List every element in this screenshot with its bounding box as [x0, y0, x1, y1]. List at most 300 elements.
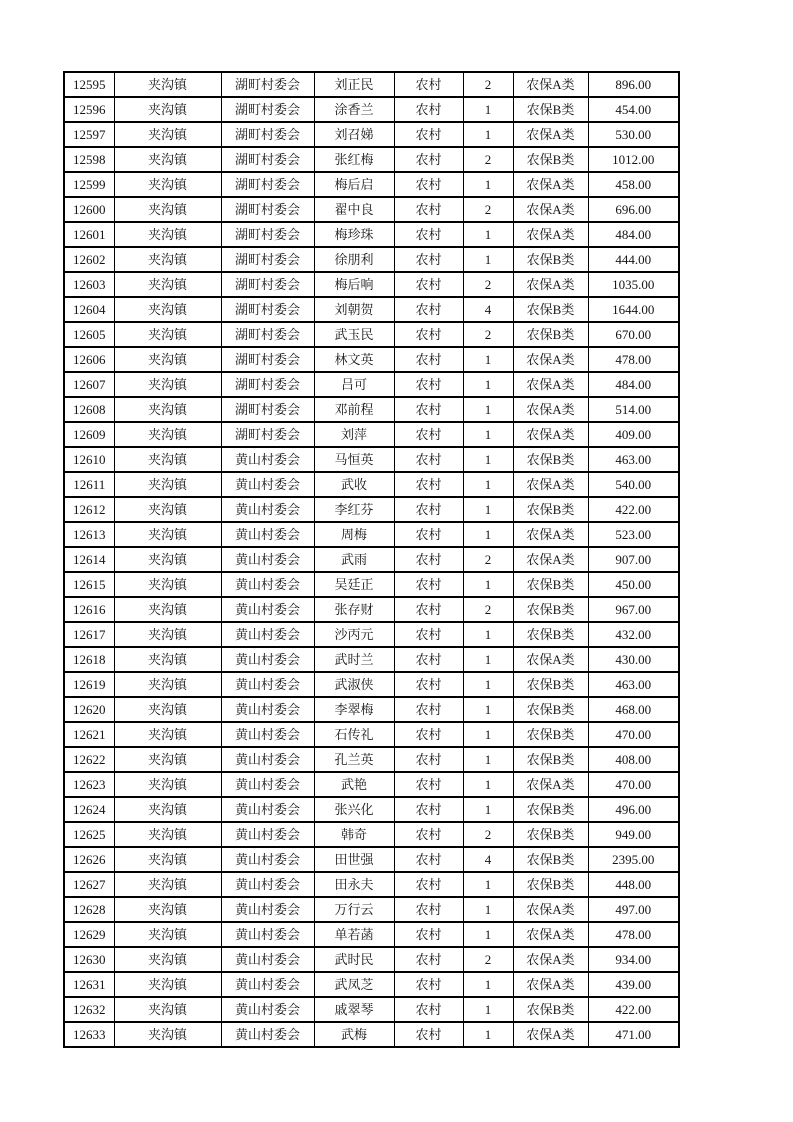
cell-village-committee: 湖町村委会 [221, 222, 314, 247]
cell-person-count: 1 [463, 647, 513, 672]
cell-insurance-category: 农保B类 [513, 247, 588, 272]
cell-village-committee: 湖町村委会 [221, 322, 314, 347]
cell-person-count: 2 [463, 547, 513, 572]
cell-person-count: 1 [463, 447, 513, 472]
cell-insurance-category: 农保A类 [513, 897, 588, 922]
cell-serial-number: 12597 [64, 122, 114, 147]
table-row [64, 372, 679, 397]
cell-residence-type: 农村 [394, 597, 463, 622]
cell-amount: 540.00 [588, 472, 679, 497]
table-row [64, 547, 679, 572]
cell-village-committee: 湖町村委会 [221, 372, 314, 397]
cell-village-committee: 黄山村委会 [221, 772, 314, 797]
cell-serial-number: 12602 [64, 247, 114, 272]
cell-amount: 409.00 [588, 422, 679, 447]
cell-village-committee: 黄山村委会 [221, 1022, 314, 1047]
cell-town: 夹沟镇 [114, 697, 221, 722]
cell-insurance-category: 农保B类 [513, 747, 588, 772]
cell-insurance-category: 农保A类 [513, 972, 588, 997]
cell-town: 夹沟镇 [114, 547, 221, 572]
cell-amount: 468.00 [588, 697, 679, 722]
cell-person-name: 田世强 [314, 847, 394, 872]
cell-amount: 430.00 [588, 647, 679, 672]
cell-person-name: 武收 [314, 472, 394, 497]
cell-person-name: 刘召娣 [314, 122, 394, 147]
table-row [64, 472, 679, 497]
cell-amount: 949.00 [588, 822, 679, 847]
cell-amount: 454.00 [588, 97, 679, 122]
cell-town: 夹沟镇 [114, 747, 221, 772]
cell-person-name: 田永夫 [314, 872, 394, 897]
cell-town: 夹沟镇 [114, 372, 221, 397]
cell-person-count: 1 [463, 922, 513, 947]
cell-insurance-category: 农保A类 [513, 947, 588, 972]
cell-town: 夹沟镇 [114, 472, 221, 497]
cell-serial-number: 12600 [64, 197, 114, 222]
register-table-body [64, 72, 679, 1047]
cell-town: 夹沟镇 [114, 247, 221, 272]
cell-serial-number: 12632 [64, 997, 114, 1022]
cell-town: 夹沟镇 [114, 97, 221, 122]
cell-person-name: 林文英 [314, 347, 394, 372]
cell-insurance-category: 农保A类 [513, 372, 588, 397]
table-row [64, 172, 679, 197]
table-row [64, 622, 679, 647]
cell-insurance-category: 农保A类 [513, 547, 588, 572]
cell-amount: 1012.00 [588, 147, 679, 172]
table-row [64, 847, 679, 872]
cell-person-count: 2 [463, 597, 513, 622]
cell-village-committee: 黄山村委会 [221, 847, 314, 872]
cell-serial-number: 12598 [64, 147, 114, 172]
cell-person-name: 戚翠琴 [314, 997, 394, 1022]
cell-town: 夹沟镇 [114, 597, 221, 622]
cell-person-name: 武雨 [314, 547, 394, 572]
cell-town: 夹沟镇 [114, 647, 221, 672]
cell-insurance-category: 农保B类 [513, 622, 588, 647]
insurance-register-table [63, 71, 680, 1048]
cell-town: 夹沟镇 [114, 722, 221, 747]
table-row [64, 797, 679, 822]
cell-village-committee: 湖町村委会 [221, 272, 314, 297]
cell-amount: 670.00 [588, 322, 679, 347]
cell-person-count: 1 [463, 472, 513, 497]
cell-town: 夹沟镇 [114, 347, 221, 372]
cell-village-committee: 黄山村委会 [221, 547, 314, 572]
cell-amount: 444.00 [588, 247, 679, 272]
cell-residence-type: 农村 [394, 72, 463, 97]
cell-serial-number: 12620 [64, 697, 114, 722]
cell-town: 夹沟镇 [114, 672, 221, 697]
table-row [64, 297, 679, 322]
cell-residence-type: 农村 [394, 172, 463, 197]
table-row [64, 147, 679, 172]
cell-serial-number: 12616 [64, 597, 114, 622]
table-row [64, 447, 679, 472]
cell-residence-type: 农村 [394, 347, 463, 372]
cell-person-count: 1 [463, 422, 513, 447]
table-row [64, 97, 679, 122]
table-row [64, 122, 679, 147]
cell-person-count: 2 [463, 197, 513, 222]
cell-residence-type: 农村 [394, 472, 463, 497]
cell-residence-type: 农村 [394, 447, 463, 472]
cell-person-name: 邓前程 [314, 397, 394, 422]
cell-person-count: 1 [463, 522, 513, 547]
cell-village-committee: 黄山村委会 [221, 672, 314, 697]
cell-amount: 463.00 [588, 672, 679, 697]
cell-person-name: 石传礼 [314, 722, 394, 747]
cell-person-count: 1 [463, 672, 513, 697]
cell-village-committee: 黄山村委会 [221, 722, 314, 747]
cell-residence-type: 农村 [394, 722, 463, 747]
cell-serial-number: 12621 [64, 722, 114, 747]
table-row [64, 747, 679, 772]
cell-amount: 523.00 [588, 522, 679, 547]
cell-insurance-category: 农保A类 [513, 347, 588, 372]
cell-residence-type: 农村 [394, 197, 463, 222]
cell-residence-type: 农村 [394, 122, 463, 147]
table-row [64, 997, 679, 1022]
cell-insurance-category: 农保A类 [513, 922, 588, 947]
cell-village-committee: 湖町村委会 [221, 172, 314, 197]
cell-village-committee: 黄山村委会 [221, 447, 314, 472]
cell-town: 夹沟镇 [114, 947, 221, 972]
cell-serial-number: 12599 [64, 172, 114, 197]
cell-village-committee: 黄山村委会 [221, 597, 314, 622]
cell-residence-type: 农村 [394, 847, 463, 872]
cell-person-name: 沙丙元 [314, 622, 394, 647]
cell-insurance-category: 农保B类 [513, 847, 588, 872]
cell-person-name: 张红梅 [314, 147, 394, 172]
cell-person-name: 张兴化 [314, 797, 394, 822]
cell-amount: 934.00 [588, 947, 679, 972]
table-row [64, 497, 679, 522]
cell-insurance-category: 农保A类 [513, 772, 588, 797]
cell-person-name: 徐朋利 [314, 247, 394, 272]
cell-person-name: 武时民 [314, 947, 394, 972]
cell-town: 夹沟镇 [114, 572, 221, 597]
cell-serial-number: 12623 [64, 772, 114, 797]
cell-residence-type: 农村 [394, 872, 463, 897]
cell-amount: 470.00 [588, 772, 679, 797]
cell-residence-type: 农村 [394, 272, 463, 297]
cell-amount: 478.00 [588, 347, 679, 372]
cell-residence-type: 农村 [394, 897, 463, 922]
cell-person-name: 武淑侠 [314, 672, 394, 697]
cell-village-committee: 黄山村委会 [221, 622, 314, 647]
cell-amount: 1644.00 [588, 297, 679, 322]
cell-amount: 696.00 [588, 197, 679, 222]
cell-person-name: 武时兰 [314, 647, 394, 672]
cell-amount: 408.00 [588, 747, 679, 772]
cell-residence-type: 农村 [394, 547, 463, 572]
cell-amount: 471.00 [588, 1022, 679, 1047]
cell-amount: 439.00 [588, 972, 679, 997]
cell-serial-number: 12605 [64, 322, 114, 347]
cell-residence-type: 农村 [394, 697, 463, 722]
cell-village-committee: 湖町村委会 [221, 72, 314, 97]
cell-person-name: 涂香兰 [314, 97, 394, 122]
table-row [64, 572, 679, 597]
cell-serial-number: 12613 [64, 522, 114, 547]
cell-person-count: 1 [463, 722, 513, 747]
cell-serial-number: 12624 [64, 797, 114, 822]
cell-person-count: 1 [463, 372, 513, 397]
cell-insurance-category: 农保A类 [513, 197, 588, 222]
cell-insurance-category: 农保B类 [513, 497, 588, 522]
cell-person-name: 武凤芝 [314, 972, 394, 997]
cell-residence-type: 农村 [394, 947, 463, 972]
cell-residence-type: 农村 [394, 797, 463, 822]
cell-residence-type: 农村 [394, 1022, 463, 1047]
table-row [64, 772, 679, 797]
cell-town: 夹沟镇 [114, 847, 221, 872]
table-row [64, 897, 679, 922]
table-row [64, 922, 679, 947]
cell-amount: 896.00 [588, 72, 679, 97]
table-row [64, 947, 679, 972]
cell-village-committee: 黄山村委会 [221, 797, 314, 822]
cell-insurance-category: 农保A类 [513, 122, 588, 147]
cell-insurance-category: 农保B类 [513, 822, 588, 847]
cell-insurance-category: 农保B类 [513, 797, 588, 822]
cell-village-committee: 湖町村委会 [221, 422, 314, 447]
cell-town: 夹沟镇 [114, 72, 221, 97]
cell-insurance-category: 农保B类 [513, 97, 588, 122]
cell-person-name: 武玉民 [314, 322, 394, 347]
cell-serial-number: 12628 [64, 897, 114, 922]
cell-person-name: 梅珍珠 [314, 222, 394, 247]
cell-person-count: 1 [463, 122, 513, 147]
cell-village-committee: 黄山村委会 [221, 972, 314, 997]
cell-residence-type: 农村 [394, 822, 463, 847]
cell-serial-number: 12595 [64, 72, 114, 97]
cell-serial-number: 12625 [64, 822, 114, 847]
cell-person-count: 1 [463, 397, 513, 422]
cell-serial-number: 12596 [64, 97, 114, 122]
cell-insurance-category: 农保B类 [513, 147, 588, 172]
cell-person-count: 2 [463, 72, 513, 97]
cell-town: 夹沟镇 [114, 447, 221, 472]
table-row [64, 522, 679, 547]
cell-village-committee: 黄山村委会 [221, 472, 314, 497]
cell-person-count: 1 [463, 622, 513, 647]
cell-town: 夹沟镇 [114, 772, 221, 797]
cell-serial-number: 12626 [64, 847, 114, 872]
cell-amount: 463.00 [588, 447, 679, 472]
table-row [64, 1022, 679, 1047]
cell-village-committee: 黄山村委会 [221, 522, 314, 547]
cell-amount: 458.00 [588, 172, 679, 197]
cell-serial-number: 12612 [64, 497, 114, 522]
cell-person-count: 1 [463, 747, 513, 772]
cell-town: 夹沟镇 [114, 147, 221, 172]
cell-person-name: 梅后启 [314, 172, 394, 197]
cell-person-name: 李红芬 [314, 497, 394, 522]
cell-town: 夹沟镇 [114, 272, 221, 297]
cell-residence-type: 农村 [394, 322, 463, 347]
cell-insurance-category: 农保A类 [513, 647, 588, 672]
cell-person-name: 韩奇 [314, 822, 394, 847]
cell-insurance-category: 农保B类 [513, 872, 588, 897]
cell-residence-type: 农村 [394, 397, 463, 422]
cell-residence-type: 农村 [394, 972, 463, 997]
cell-insurance-category: 农保B类 [513, 997, 588, 1022]
cell-person-count: 1 [463, 772, 513, 797]
cell-insurance-category: 农保B类 [513, 322, 588, 347]
cell-person-name: 刘萍 [314, 422, 394, 447]
cell-serial-number: 12631 [64, 972, 114, 997]
cell-residence-type: 农村 [394, 422, 463, 447]
cell-serial-number: 12606 [64, 347, 114, 372]
cell-person-count: 1 [463, 897, 513, 922]
cell-serial-number: 12617 [64, 622, 114, 647]
cell-person-name: 周梅 [314, 522, 394, 547]
cell-village-committee: 湖町村委会 [221, 397, 314, 422]
cell-insurance-category: 农保B类 [513, 672, 588, 697]
cell-person-count: 2 [463, 272, 513, 297]
cell-village-committee: 湖町村委会 [221, 347, 314, 372]
table-row [64, 347, 679, 372]
table-row [64, 72, 679, 97]
cell-residence-type: 农村 [394, 372, 463, 397]
table-row [64, 222, 679, 247]
cell-person-name: 翟中良 [314, 197, 394, 222]
cell-person-count: 1 [463, 1022, 513, 1047]
cell-town: 夹沟镇 [114, 997, 221, 1022]
cell-residence-type: 农村 [394, 672, 463, 697]
cell-insurance-category: 农保A类 [513, 72, 588, 97]
table-row [64, 272, 679, 297]
cell-person-name: 单若菡 [314, 922, 394, 947]
cell-person-count: 1 [463, 347, 513, 372]
cell-town: 夹沟镇 [114, 872, 221, 897]
cell-town: 夹沟镇 [114, 497, 221, 522]
cell-town: 夹沟镇 [114, 422, 221, 447]
cell-amount: 448.00 [588, 872, 679, 897]
cell-insurance-category: 农保B类 [513, 722, 588, 747]
cell-residence-type: 农村 [394, 222, 463, 247]
cell-person-count: 1 [463, 797, 513, 822]
cell-person-count: 1 [463, 972, 513, 997]
cell-village-committee: 黄山村委会 [221, 572, 314, 597]
cell-amount: 2395.00 [588, 847, 679, 872]
cell-amount: 478.00 [588, 922, 679, 947]
cell-person-name: 吕可 [314, 372, 394, 397]
cell-person-count: 1 [463, 572, 513, 597]
cell-amount: 470.00 [588, 722, 679, 747]
table-row [64, 647, 679, 672]
table-row [64, 872, 679, 897]
cell-village-committee: 黄山村委会 [221, 997, 314, 1022]
cell-serial-number: 12604 [64, 297, 114, 322]
cell-person-count: 1 [463, 97, 513, 122]
cell-amount: 450.00 [588, 572, 679, 597]
cell-town: 夹沟镇 [114, 197, 221, 222]
cell-town: 夹沟镇 [114, 822, 221, 847]
cell-person-count: 1 [463, 997, 513, 1022]
cell-person-name: 武梅 [314, 1022, 394, 1047]
cell-residence-type: 农村 [394, 772, 463, 797]
cell-residence-type: 农村 [394, 997, 463, 1022]
cell-village-committee: 黄山村委会 [221, 697, 314, 722]
cell-residence-type: 农村 [394, 497, 463, 522]
cell-person-count: 2 [463, 822, 513, 847]
cell-town: 夹沟镇 [114, 222, 221, 247]
table-row [64, 397, 679, 422]
cell-insurance-category: 农保B类 [513, 447, 588, 472]
cell-village-committee: 湖町村委会 [221, 122, 314, 147]
cell-village-committee: 黄山村委会 [221, 947, 314, 972]
cell-amount: 497.00 [588, 897, 679, 922]
cell-amount: 484.00 [588, 372, 679, 397]
cell-amount: 432.00 [588, 622, 679, 647]
table-row [64, 322, 679, 347]
cell-village-committee: 湖町村委会 [221, 97, 314, 122]
cell-insurance-category: 农保A类 [513, 272, 588, 297]
cell-amount: 422.00 [588, 997, 679, 1022]
cell-serial-number: 12619 [64, 672, 114, 697]
cell-town: 夹沟镇 [114, 172, 221, 197]
cell-insurance-category: 农保B类 [513, 597, 588, 622]
cell-person-count: 2 [463, 322, 513, 347]
cell-village-committee: 黄山村委会 [221, 822, 314, 847]
cell-town: 夹沟镇 [114, 922, 221, 947]
cell-residence-type: 农村 [394, 622, 463, 647]
cell-person-name: 万行云 [314, 897, 394, 922]
cell-town: 夹沟镇 [114, 122, 221, 147]
cell-person-name: 张存财 [314, 597, 394, 622]
cell-village-committee: 黄山村委会 [221, 747, 314, 772]
cell-serial-number: 12633 [64, 1022, 114, 1047]
cell-serial-number: 12610 [64, 447, 114, 472]
cell-person-name: 吴廷正 [314, 572, 394, 597]
cell-person-name: 马恒英 [314, 447, 394, 472]
cell-town: 夹沟镇 [114, 522, 221, 547]
cell-town: 夹沟镇 [114, 1022, 221, 1047]
table-row [64, 197, 679, 222]
table-row [64, 422, 679, 447]
table-row [64, 822, 679, 847]
cell-serial-number: 12614 [64, 547, 114, 572]
cell-serial-number: 12630 [64, 947, 114, 972]
cell-town: 夹沟镇 [114, 972, 221, 997]
cell-person-count: 2 [463, 147, 513, 172]
cell-town: 夹沟镇 [114, 797, 221, 822]
cell-insurance-category: 农保A类 [513, 222, 588, 247]
cell-serial-number: 12629 [64, 922, 114, 947]
cell-residence-type: 农村 [394, 97, 463, 122]
cell-serial-number: 12627 [64, 872, 114, 897]
cell-serial-number: 12609 [64, 422, 114, 447]
cell-town: 夹沟镇 [114, 897, 221, 922]
cell-person-count: 2 [463, 947, 513, 972]
cell-amount: 514.00 [588, 397, 679, 422]
cell-town: 夹沟镇 [114, 622, 221, 647]
cell-amount: 484.00 [588, 222, 679, 247]
cell-village-committee: 黄山村委会 [221, 897, 314, 922]
cell-serial-number: 12622 [64, 747, 114, 772]
cell-person-name: 刘朝贺 [314, 297, 394, 322]
cell-town: 夹沟镇 [114, 397, 221, 422]
cell-residence-type: 农村 [394, 247, 463, 272]
cell-person-count: 1 [463, 222, 513, 247]
cell-person-count: 4 [463, 297, 513, 322]
cell-amount: 907.00 [588, 547, 679, 572]
cell-town: 夹沟镇 [114, 297, 221, 322]
cell-village-committee: 黄山村委会 [221, 872, 314, 897]
